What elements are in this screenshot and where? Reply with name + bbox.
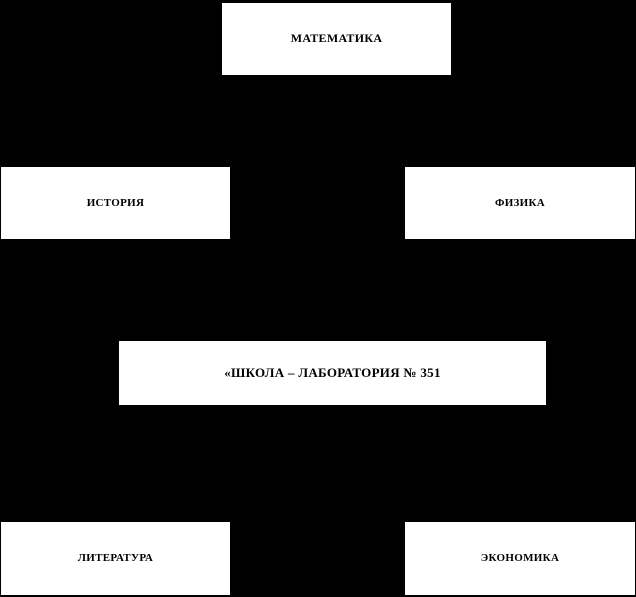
diagram-node-label: МАТЕМАТИКА xyxy=(290,31,383,46)
diagram-node-label: ФИЗИКА xyxy=(494,196,546,209)
diagram-node-ekonomika[interactable] xyxy=(404,521,636,596)
diagram-node-fizika[interactable] xyxy=(404,166,636,240)
diagram-node-center-school-laboratory[interactable] xyxy=(118,340,547,406)
diagram-node-label: ИСТОРИЯ xyxy=(86,196,145,209)
diagram-node-matematika[interactable] xyxy=(221,2,452,76)
diagram-node-label: ЭКОНОМИКА xyxy=(480,552,560,565)
diagram-node-literatura[interactable] xyxy=(0,521,231,596)
diagram-node-istoriya[interactable] xyxy=(0,166,231,240)
diagram-node-label: ЛИТЕРАТУРА xyxy=(77,552,154,565)
diagram-center-label: «ШКОЛА – ЛАБОРАТОРИЯ № 351 xyxy=(224,364,441,380)
